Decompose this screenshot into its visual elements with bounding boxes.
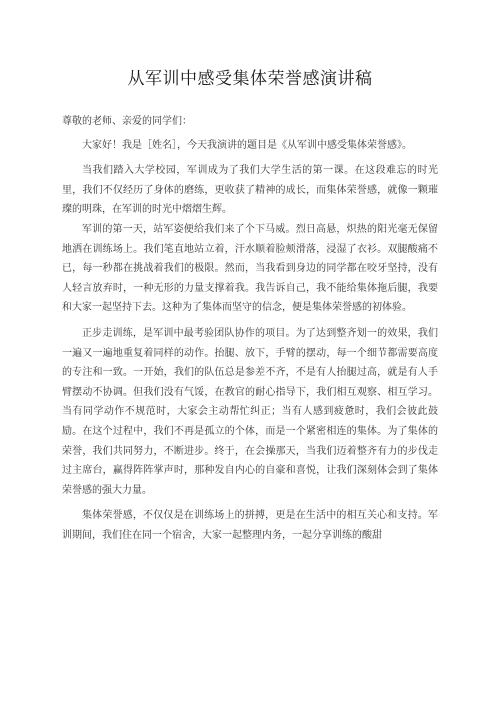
document-title: 从军训中感受集体荣誉感演讲稿: [127, 69, 373, 89]
paragraph-march: 正步走训练，是军训中最考验团队协作的项目。为了达到整齐划一的效果，我们一遍又一遍地重复着同样的动作。抬腿、放下，手臂的摆动，每一个细节都需要高度的专注和一致。一开始，我们的队伍总是参差不齐，不是有人抬腿过高，就是有人手臂摆动不协调。但我们没有气馁，在教官的耐心指导下，我们相互观察、相互学习。当有同学动作不规范时，大家会主动帮忙纠正；当有人感到疲惫时，我们会彼此鼓励。在这个过程中，我们不再是孤立的个体，而是一个紧密相连的集体。为了集体的荣誉，我们共同努力，不断进步。终于，在会操那天，当我们迈着整齐有力的步伐走过主席台，赢得阵阵掌声时，那种发自内心的自豪和喜悦，让我们深刻体会到了集体荣誉感的强大力量。: [62, 327, 438, 496]
salutation: 尊敬的老师、亲爱的同学们：: [62, 116, 192, 127]
paragraph-first-day: 军训的第一天，站军姿便给我们来了个下马威。烈日高悬，炽热的阳光毫无保留地洒在训练场上。我们笔直地站立着，汗水顺着脸颊滑落，浸湿了衣衫。双腿酸痛不已，每一秒都在挑战着我们的极限。然而，当我看到身边的同学都在咬牙坚持，没有人轻言放弃时，一种无形的力量支撑着我。我告诉自己，我不能给集体拖后腿，我要和大家一起坚持下去。这种为了集体而坚守的信念，便是集体荣誉感的初体验。: [62, 223, 438, 314]
document-body: [62, 112, 438, 545]
paragraph-life: 集体荣誉感，不仅仅是在训练场上的拼搏，更是在生活中的相互关心和支持。军训期间，我们住在同一个宿舍，大家一起整理内务，一起分享训练的酸甜: [62, 510, 438, 541]
paragraph-campus: 当我们踏入大学校园，军训成为了我们大学生活的第一课。在这段难忘的时光里，我们不仅经历了身体的磨练，更收获了精神的成长，而集体荣誉感，就像一颗璀璨的明珠，在军训的时光中熠熠生辉。: [62, 165, 438, 216]
paragraph-intro: 大家好！我是［姓名］，今天我演讲的题目是《从军训中感受集体荣誉感》。: [82, 139, 412, 151]
